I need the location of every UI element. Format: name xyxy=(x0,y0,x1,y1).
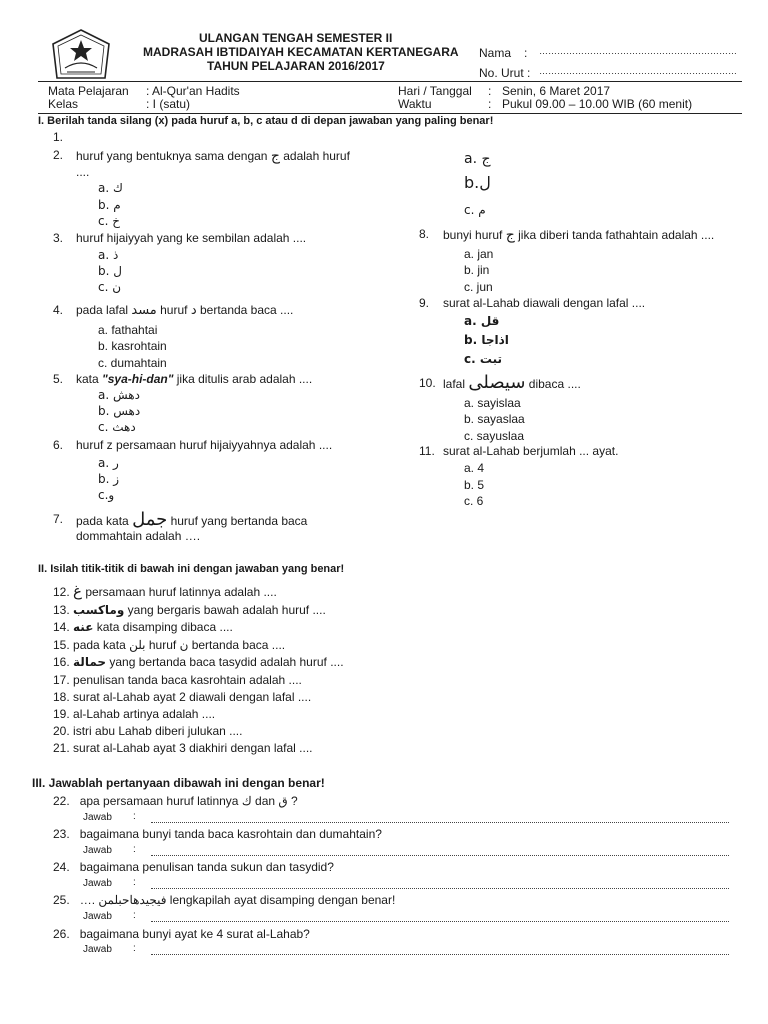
q3-number: 3. xyxy=(53,231,64,245)
q24-item: 24. bagaimana penulisan tanda sukun dan tasydid? xyxy=(53,860,334,874)
q26-jawab-label: Jawab xyxy=(83,944,112,955)
q23-jawab-label: Jawab xyxy=(83,845,112,856)
q24-jawab-label: Jawab xyxy=(83,878,112,889)
q4-option-a[interactable]: a. fathahtai xyxy=(98,323,158,337)
header-title-3: TAHUN PELAJARAN 2016/2017 xyxy=(207,59,385,73)
q8-number: 8. xyxy=(419,227,430,241)
q12-item: 12. غ persamaan huruf latinnya adalah .... xyxy=(53,582,277,600)
q15-item: 15. pada kata بلن huruf ن bertanda baca .... xyxy=(53,638,286,652)
section2-title: II. Isilah titik-titik di bawah ini dengan jawaban yang benar! xyxy=(38,563,345,575)
q10-option-c[interactable]: c. sayuslaa xyxy=(464,429,525,443)
q24-jawab-colon: : xyxy=(133,877,136,888)
q22-jawab-colon: : xyxy=(133,811,136,822)
q16-item: 16. حمالة yang bertanda baca tasydid adalah huruf .... xyxy=(53,655,344,669)
q13-item: 13. وماكسب yang bergaris bawah adalah huruf .... xyxy=(53,603,326,617)
waktu-value: Pukul 09.00 – 10.00 WIB (60 menit) xyxy=(502,97,693,111)
q2-option-a[interactable]: a. ك xyxy=(98,181,123,195)
nourut-label: No. Urut : xyxy=(479,66,531,80)
q4-number: 4. xyxy=(53,303,64,317)
q8-text: bunyi huruf ج jika diberi tanda fathahtain adalah .... xyxy=(443,227,715,243)
header-title-2: MADRASAH IBTIDAIYAH KECAMATAN KERTANEGARA xyxy=(143,45,459,59)
q21-item: 21. surat al-Lahab ayat 3 diakhiri dengan lafal .... xyxy=(53,741,313,755)
hari-label: Hari / Tanggal xyxy=(398,84,472,98)
q9-number: 9. xyxy=(419,296,430,310)
waktu-label: Waktu xyxy=(398,97,432,111)
q18-item: 18. surat al-Lahab ayat 2 diawali dengan lafal .... xyxy=(53,690,312,704)
q5-option-c[interactable]: c. دهث xyxy=(98,420,136,434)
school-logo-icon xyxy=(51,28,111,82)
q11-option-c[interactable]: c. 6 xyxy=(464,494,484,508)
nama-colon: : xyxy=(524,46,528,60)
q7-option-c[interactable]: c. م xyxy=(464,203,486,217)
q6-option-a[interactable]: a. ر xyxy=(98,456,119,470)
q7-number: 7. xyxy=(53,512,64,526)
kelas-value: : I (satu) xyxy=(146,97,191,111)
q11-option-b[interactable]: b. 5 xyxy=(464,478,485,492)
q14-item: 14. عنه kata disamping dibaca .... xyxy=(53,620,233,634)
q2-option-c[interactable]: c. خ xyxy=(98,214,120,228)
q8-option-c[interactable]: c. jun xyxy=(464,280,493,294)
q22-item: 22. apa persamaan huruf latinnya ك dan ق ? xyxy=(53,794,298,808)
mapel-label: Mata Pelajaran xyxy=(48,84,129,98)
q5-option-b[interactable]: b. دهس xyxy=(98,404,141,418)
q3-text: huruf hijaiyyah yang ke sembilan adalah .... xyxy=(76,231,307,245)
q10-text: lafal سيصلى dibaca .... xyxy=(443,372,581,393)
q6-text: huruf z persamaan huruf hijaiyyahnya adalah .... xyxy=(76,438,333,452)
q4-text: pada lafal مسد huruf د bertanda baca .... xyxy=(76,303,294,318)
q11-number: 11. xyxy=(419,444,435,458)
q6-option-b[interactable]: b. ز xyxy=(98,472,120,486)
section3-title: III. Jawablah pertanyaan dibawah ini dengan benar! xyxy=(32,776,325,790)
q7-option-b[interactable]: b.ل xyxy=(464,173,491,192)
q4-option-c[interactable]: c. dumahtain xyxy=(98,356,167,370)
q11-text: surat al-Lahab berjumlah ... ayat. xyxy=(443,444,619,458)
q1-number: 1. xyxy=(53,130,64,144)
hari-colon: : xyxy=(488,84,492,98)
q23-answer-line[interactable] xyxy=(151,855,729,856)
q26-answer-line[interactable] xyxy=(151,954,729,955)
q8-option-a[interactable]: a. jan xyxy=(464,247,494,261)
q10-option-b[interactable]: b. sayaslaa xyxy=(464,412,525,426)
q9-option-b[interactable]: b. اذاجا xyxy=(464,333,509,347)
q9-option-a[interactable]: a. قل xyxy=(464,314,500,328)
nama-field[interactable]: ………………………………………………………… xyxy=(539,46,737,56)
kelas-label: Kelas xyxy=(48,97,79,111)
nama-label: Nama xyxy=(479,46,512,60)
q7-continuation: dommahtain adalah …. xyxy=(76,529,201,543)
q5-text: kata "sya-hi-dan" jika ditulis arab adalah .... xyxy=(76,372,313,386)
q2-option-b[interactable]: b. م xyxy=(98,198,121,212)
q10-option-a[interactable]: a. sayislaa xyxy=(464,396,521,410)
q10-number: 10. xyxy=(419,376,436,390)
q23-jawab-colon: : xyxy=(133,844,136,855)
section1-title: I. Berilah tanda silang (x) pada huruf a, b, c atau d di depan jawaban yang paling benar! xyxy=(38,115,494,127)
q22-jawab-label: Jawab xyxy=(83,812,112,823)
q2-text: huruf yang bentuknya sama dengan ج adalah huruf xyxy=(76,148,350,164)
q17-item: 17. penulisan tanda baca kasrohtain adalah .... xyxy=(53,673,302,687)
q7-option-a[interactable]: a. ج xyxy=(464,151,491,167)
q25-item: 25. …. فيجيدهاحبلمن lengkapilah ayat disamping dengan benar! xyxy=(53,893,396,907)
waktu-colon: : xyxy=(488,97,492,111)
q23-item: 23. bagaimana bunyi tanda baca kasrohtain dan dumahtain? xyxy=(53,827,382,841)
q3-option-c[interactable]: c. ن xyxy=(98,280,122,294)
q20-item: 20. istri abu Lahab diberi julukan .... xyxy=(53,724,243,738)
q2-number: 2. xyxy=(53,148,64,162)
q2-continuation: .... xyxy=(76,165,90,179)
q26-jawab-colon: : xyxy=(133,943,136,954)
q7-text: pada kata جمل huruf yang bertanda baca xyxy=(76,509,308,530)
header-divider xyxy=(38,81,742,82)
q3-option-b[interactable]: b. ل xyxy=(98,264,122,278)
q25-jawab-label: Jawab xyxy=(83,911,112,922)
header-title-1: ULANGAN TENGAH SEMESTER II xyxy=(199,31,393,45)
q25-jawab-colon: : xyxy=(133,910,136,921)
nourut-field[interactable]: ………………………………………………………… xyxy=(539,66,737,76)
hari-value: Senin, 6 Maret 2017 xyxy=(502,84,611,98)
q4-option-b[interactable]: b. kasrohtain xyxy=(98,339,167,353)
q9-option-c[interactable]: c. تبت xyxy=(464,352,502,366)
q24-answer-line[interactable] xyxy=(151,888,729,889)
q6-number: 6. xyxy=(53,438,64,452)
q5-option-a[interactable]: a. دهش xyxy=(98,388,140,402)
q26-item: 26. bagaimana bunyi ayat ke 4 surat al-Lahab? xyxy=(53,927,310,941)
q11-option-a[interactable]: a. 4 xyxy=(464,461,485,475)
q22-answer-line[interactable] xyxy=(151,822,729,823)
q19-item: 19. al-Lahab artinya adalah .... xyxy=(53,707,216,721)
q25-answer-line[interactable] xyxy=(151,921,729,922)
mapel-value: : Al-Qur'an Hadits xyxy=(146,84,240,98)
q5-number: 5. xyxy=(53,372,64,386)
q8-option-b[interactable]: b. jin xyxy=(464,263,490,277)
q9-text: surat al-Lahab diawali dengan lafal .... xyxy=(443,296,646,310)
q3-option-a[interactable]: a. ذ xyxy=(98,248,119,262)
q6-option-c[interactable]: c.و xyxy=(98,488,115,502)
info-divider xyxy=(38,113,742,114)
